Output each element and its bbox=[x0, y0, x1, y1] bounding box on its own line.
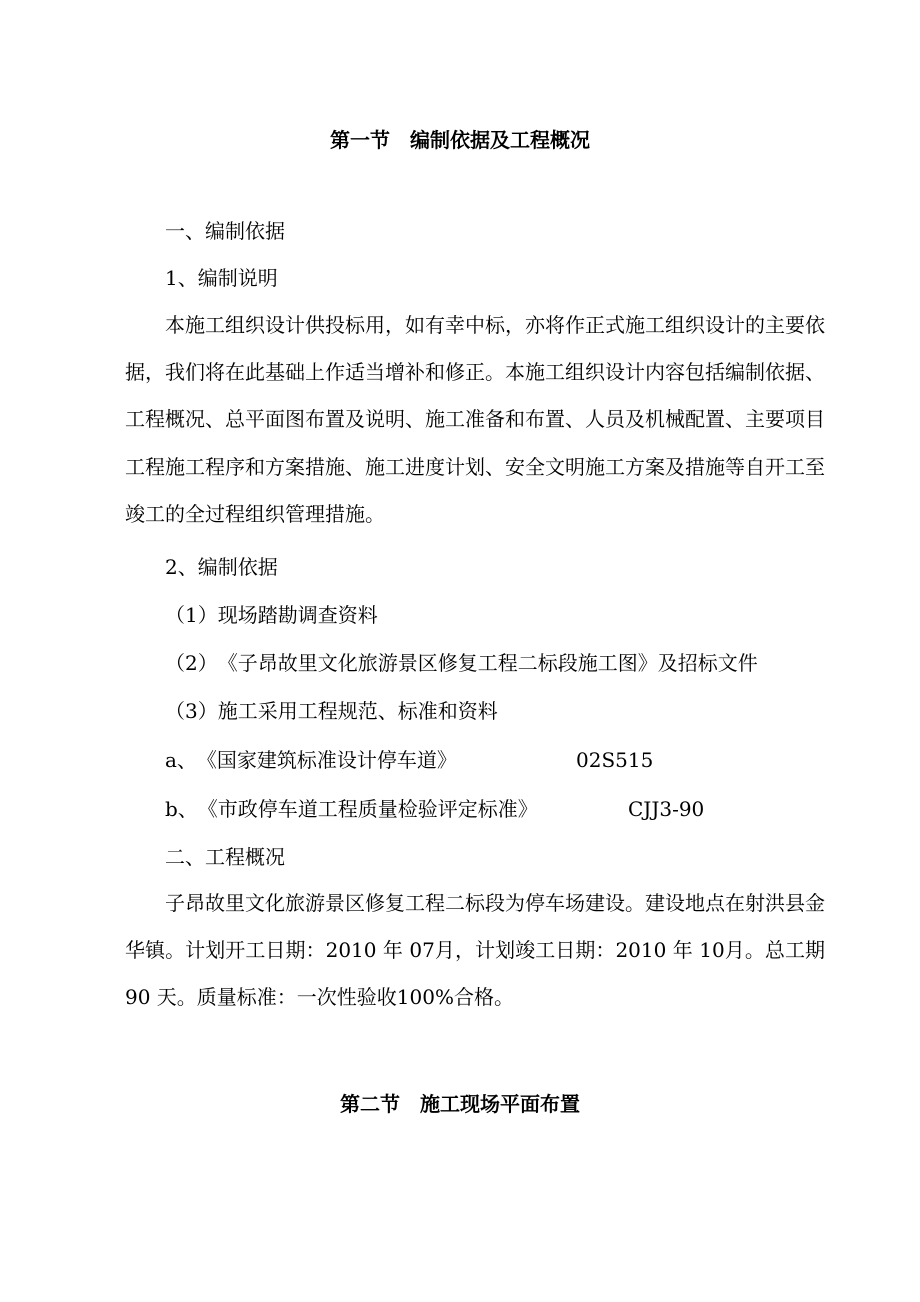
standard-b-code: CJJ3-90 bbox=[628, 797, 705, 821]
standard-a-code: 02S515 bbox=[576, 748, 654, 772]
subheading-description: 1、编制说明 bbox=[165, 266, 278, 290]
heading-basis: 一、编制依据 bbox=[165, 219, 285, 243]
section-2-title: 第二节 施工现场平面布置 bbox=[340, 1092, 580, 1116]
section-1-title: 第一节 编制依据及工程概况 bbox=[330, 128, 590, 152]
subheading-basis: 2、编制依据 bbox=[165, 555, 278, 579]
basis-item-2: （2） 《子昂故里文化旅游景区修复工程二标段施工图》及招标文件 bbox=[165, 651, 758, 675]
paragraph-description: 本施工组织设计供投标用，如有幸中标，亦将作正式施工组织设计的主要依据，我们将在此基础上作适当增补和修正。本施工组织设计内容包括编制依据、工程概况、总平面图布置及说明、施工准备和布置、人员及机械配置、主要项目工程施工程序和方案措施、施工进度计划、安全文明施工方案及措施等自开工至竣工的全过程组织管理措施。 bbox=[125, 313, 825, 526]
basis-item-1: （1）现场踏勘调查资料 bbox=[165, 603, 378, 627]
paragraph-overview: 子昂故里文化旅游景区修复工程二标段为停车场建设。建设地点在射洪县金华镇。计划开工日期：2010 年 07月，计划竣工日期：2010 年 10月。总工期90 天。质量标准：一次性验收100%合格。 bbox=[125, 891, 825, 1010]
basis-item-3: （3）施工采用工程规范、标准和资料 bbox=[165, 699, 498, 723]
standard-b-label: b、 《市政停车道工程质量检验评定标准》 bbox=[165, 797, 538, 821]
heading-overview: 二、工程概况 bbox=[165, 845, 285, 869]
standard-a-label: a、 《国家建筑标准设计停车道》 bbox=[165, 748, 457, 772]
